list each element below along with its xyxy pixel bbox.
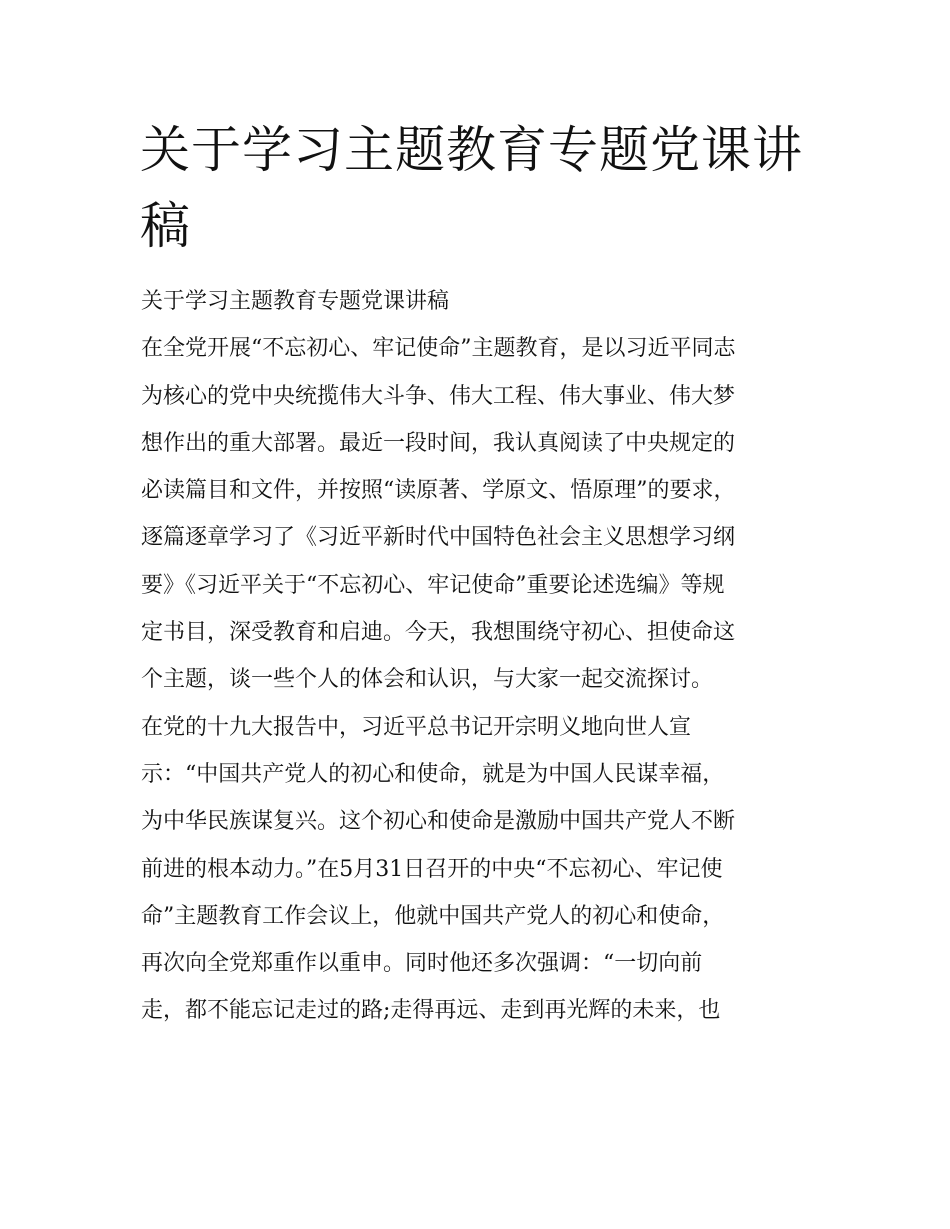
body-line: 为核心的党中央统揽伟大斗争、伟大工程、伟大事业、伟大梦 bbox=[141, 383, 736, 409]
body-line: 逐篇逐章学习了《习近平新时代中国特色社会主义思想学习纲 bbox=[141, 525, 736, 551]
document-body bbox=[141, 282, 821, 1039]
body-line: 在党的十九大报告中，习近平总书记开宗明义地向世人宣 bbox=[141, 714, 692, 740]
body-line: 为中华民族谋复兴。这个初心和使命是激励中国共产党人不断 bbox=[141, 809, 736, 835]
body-line: 示：“中国共产党人的初心和使命，就是为中国人民谋幸福， bbox=[141, 761, 725, 787]
body-line: 前进的根本动力。”在5月31日召开的中央“不忘初心、牢记使 bbox=[141, 856, 723, 882]
body-line: 定书目，深受教育和启迪。今天，我想围绕守初心、担使命这 bbox=[141, 620, 736, 646]
document-title: 关于学习主题教育专题党课讲稿 bbox=[140, 121, 803, 255]
body-line: 走，都不能忘记走过的路;走得再远、走到再光辉的未来，也 bbox=[141, 998, 721, 1024]
body-line: 想作出的重大部署。最近一段时间，我认真阅读了中央规定的 bbox=[141, 430, 736, 456]
body-line: 个主题，谈一些个人的体会和认识，与大家一起交流探讨。 bbox=[141, 667, 714, 693]
body-line: 要》《习近平关于“不忘初心、牢记使命”重要论述选编》等规 bbox=[141, 572, 725, 598]
body-line: 命”主题教育工作会议上，他就中国共产党人的初心和使命， bbox=[141, 903, 725, 929]
body-line: 关于学习主题教育专题党课讲稿 bbox=[141, 289, 450, 314]
body-line: 必读篇目和文件，并按照“读原著、学原文、悟原理”的要求， bbox=[141, 478, 736, 504]
body-line: 再次向全党郑重作以重申。同时他还多次强调：“一切向前 bbox=[141, 951, 703, 977]
body-line: 在全党开展“不忘初心、牢记使命”主题教育，是以习近平同志 bbox=[141, 336, 736, 362]
